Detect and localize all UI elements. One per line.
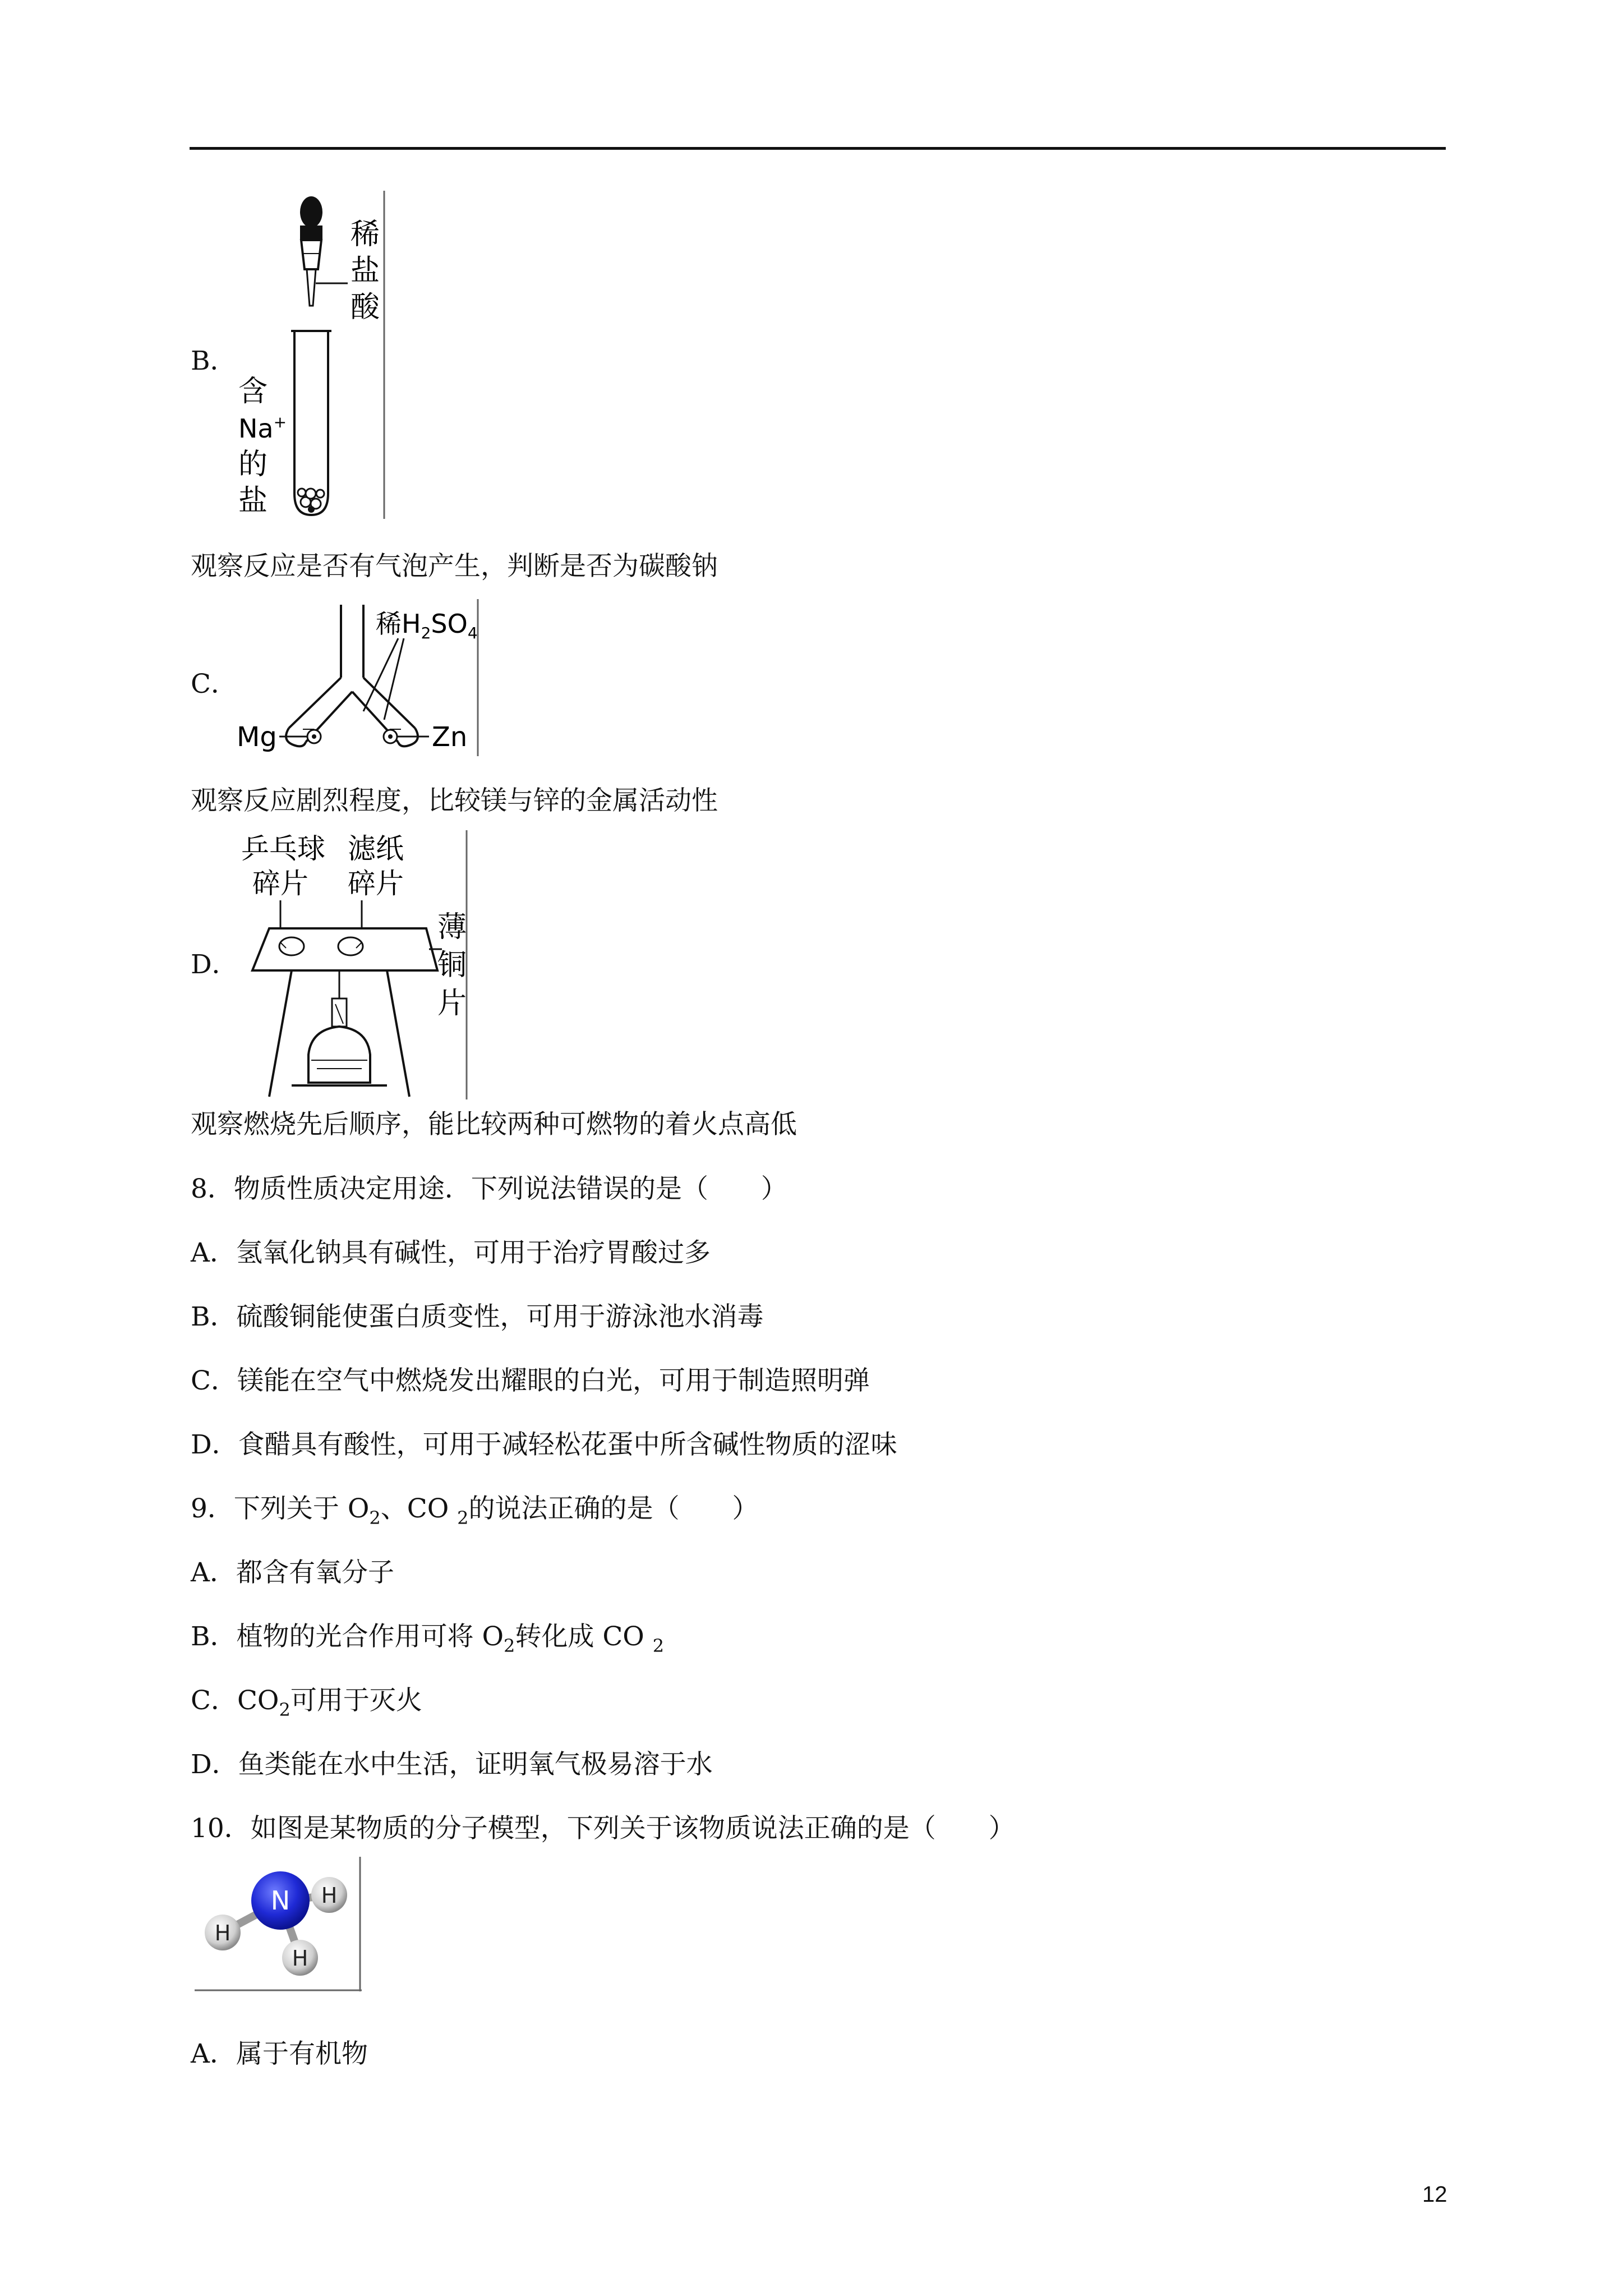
q10-option-a: A．属于有机物: [191, 2039, 368, 2069]
page-number: 12: [1422, 2182, 1447, 2207]
acid-label-mid: SO: [431, 609, 468, 639]
mg-label: Mg: [237, 721, 277, 753]
acid-label-sub1: 2: [421, 624, 431, 642]
q8-option-b: B．硫酸铜能使蛋白质变性，可用于游泳池水消毒: [191, 1301, 764, 1332]
option-c-letter: C．: [191, 669, 237, 700]
copper-sheet-heating-figure: [236, 830, 471, 1099]
svg-text:稀H2SO4: [376, 609, 478, 642]
header-rule: [190, 147, 1446, 150]
acid-label-prefix: 稀H: [376, 609, 421, 639]
acid-label-sub2: 4: [467, 624, 478, 642]
y-tube-figure: [236, 599, 482, 756]
salt-label-sup: +: [273, 413, 287, 431]
q9-option-c: C．$CO_2$可用于灭火: [191, 1685, 422, 1720]
acid-label-1: 稀: [351, 218, 380, 251]
salt-label-4: 盐: [238, 484, 268, 518]
q9-option-b: B．植物的光合作用可将 $O_2$转化成 CO $_2$: [191, 1621, 665, 1657]
svg-text:Na+: [238, 413, 287, 444]
q9-option-d: D．鱼类能在水中生活，证明氧气极易溶于水: [191, 1749, 713, 1780]
ammonia-molecule-model: [193, 1857, 362, 1991]
acid-label-3: 酸: [351, 291, 380, 324]
option-d-letter: D．: [191, 949, 238, 980]
atom-h1-label: H: [321, 1883, 338, 1908]
q9-stem: 9．下列关于 $O_2$、CO $_2$的说法正确的是（ ）: [191, 1493, 759, 1529]
dropper-test-tube-figure: [233, 191, 390, 519]
zn-label: Zn: [432, 721, 468, 753]
acid-label-2: 盐: [351, 254, 380, 288]
atom-h2-label: H: [214, 1921, 231, 1945]
option-b-letter: B．: [191, 346, 237, 376]
filter-label-1: 滤纸: [348, 832, 404, 865]
salt-label-2: Na: [238, 413, 274, 444]
option-b-caption: 观察反应是否有气泡产生，判断是否为碳酸钠: [191, 551, 718, 582]
q8-option-c: C．镁能在空气中燃烧发出耀眼的白光，可用于制造照明弹: [191, 1365, 870, 1396]
copper-label-1: 薄: [437, 910, 467, 944]
pingpong-label-2: 碎片: [252, 867, 308, 900]
q9-option-a: A．都含有氧分子: [191, 1557, 394, 1588]
salt-label-1: 含: [238, 375, 268, 408]
filter-label-2: 碎片: [348, 867, 404, 900]
copper-label-3: 片: [437, 987, 467, 1020]
atom-h3-label: H: [292, 1946, 308, 1971]
q8-stem: 8．物质性质决定用途．下列说法错误的是（ ）: [191, 1174, 787, 1204]
q10-stem: 10．如图是某物质的分子模型，下列关于该物质说法正确的是（ ）: [191, 1813, 1015, 1844]
option-c-caption: 观察反应剧烈程度，比较镁与锌的金属活动性: [191, 785, 718, 816]
salt-label-3: 的: [238, 448, 268, 481]
atom-n-label: N: [270, 1885, 291, 1916]
q8-option-a: A．氢氧化钠具有碱性，可用于治疗胃酸过多: [191, 1237, 711, 1268]
option-d-caption: 观察燃烧先后顺序，能比较两种可燃物的着火点高低: [191, 1109, 797, 1140]
pingpong-label-1: 乒乓球: [241, 832, 325, 865]
q8-option-d: D．食醋具有酸性，可用于减轻松花蛋中所含碱性物质的涩味: [191, 1429, 897, 1460]
copper-label-2: 铜: [437, 949, 467, 982]
